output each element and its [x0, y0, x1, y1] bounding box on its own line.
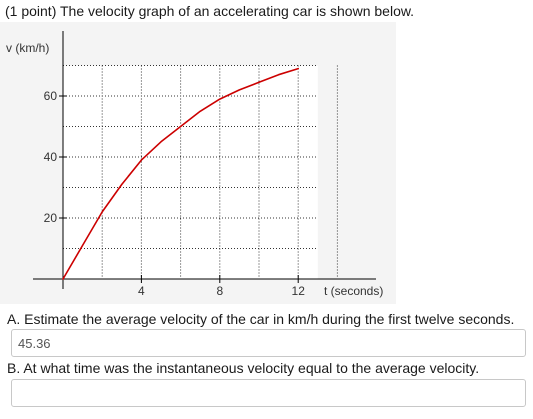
x-axis-label: t (seconds) — [324, 284, 384, 298]
plot-background — [63, 66, 318, 280]
y-tick-label: 40 — [43, 150, 57, 164]
question-b-text: B. At what time was the instantaneous velocity equal to the average velocity. — [7, 360, 480, 376]
x-tick-label: 12 — [291, 284, 305, 298]
x-tick-label: 8 — [216, 284, 224, 298]
answer-b-input[interactable] — [11, 379, 526, 407]
y-tick-label: 20 — [43, 211, 57, 225]
velocity-graph — [0, 22, 396, 304]
problem-header: (1 point) The velocity graph of an accelerating car is shown below. — [5, 3, 415, 19]
answer-a-input[interactable] — [11, 329, 526, 357]
question-a-text: A. Estimate the average velocity of the car in km/h during the first twelve seconds. — [7, 311, 515, 327]
velocity-chart — [0, 22, 396, 304]
x-tick-label: 4 — [138, 284, 145, 298]
y-tick-label: 60 — [43, 89, 57, 103]
y-axis-label: v (km/h) — [6, 41, 50, 55]
